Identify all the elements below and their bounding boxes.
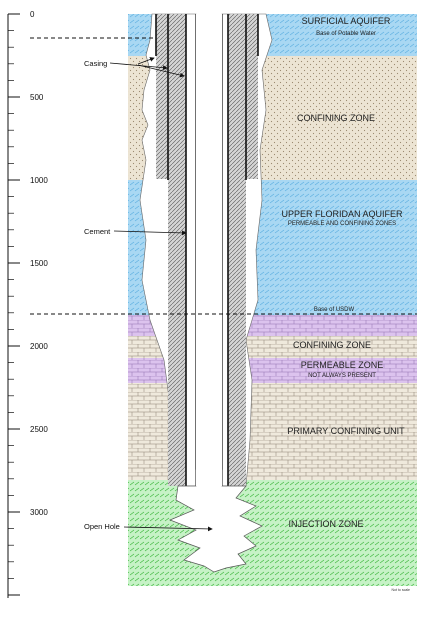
depth-tick-1000: 1000 — [30, 176, 48, 185]
permeable-zone-sub-label: NOT ALWAYS PRESENT — [308, 373, 376, 379]
open-hole-callout-label: Open Hole — [84, 522, 120, 531]
depth-tick-1500: 1500 — [30, 259, 48, 268]
depth-tick-3000: 3000 — [30, 508, 48, 517]
minor-ticks — [8, 14, 20, 595]
depth-tick-500: 500 — [30, 93, 44, 102]
depth-tick-0: 0 — [30, 10, 35, 19]
upper-floridan-label: UPPER FLORIDAN AQUIFER — [281, 209, 403, 219]
upper-floridan-sub-label: PERMEABLE AND CONFINING ZONES — [287, 221, 397, 227]
cement-right-outer — [246, 14, 258, 179]
permeable-zone-label: PERMEABLE ZONE — [300, 360, 384, 370]
footer-note: Not to scale — [391, 588, 410, 592]
confining-zone-lower-label: CONFINING ZONE — [293, 340, 371, 350]
tubing-interior — [196, 14, 222, 486]
depth-tick-2500: 2500 — [30, 425, 48, 434]
injection-zone-label: INJECTION ZONE — [288, 519, 364, 529]
primary-confining-label: PRIMARY CONFINING UNIT — [287, 426, 405, 436]
cement-callout-label: Cement — [84, 227, 111, 236]
depth-tick-2000: 2000 — [30, 342, 48, 351]
injection-zone-layer — [128, 480, 417, 586]
cement-left-outer — [156, 14, 168, 179]
casing-callout-label: Casing — [84, 59, 108, 68]
surficial-aquifer-label: SURFICIAL AQUIFER — [301, 16, 391, 26]
base-potable-water-label: Base of Potable Water — [316, 31, 376, 37]
confining-zone-upper-label: CONFINING ZONE — [297, 113, 375, 123]
base-usdw-label: Base of USDW — [313, 307, 355, 313]
cement-left — [168, 14, 186, 486]
cement-right — [228, 14, 246, 486]
depth-scale — [8, 10, 48, 598]
